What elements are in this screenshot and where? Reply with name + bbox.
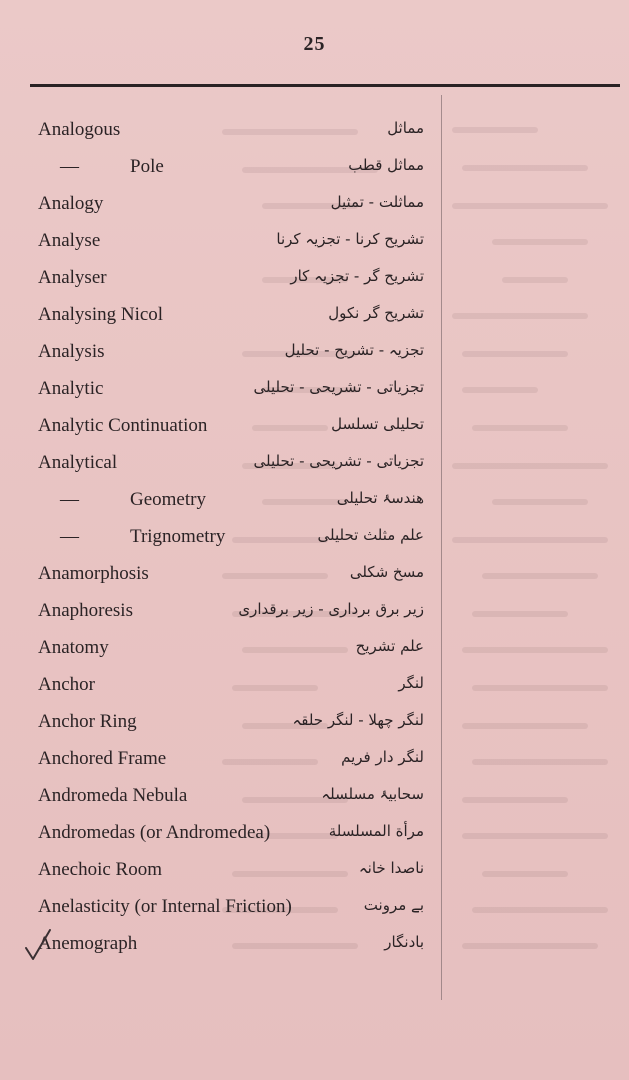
urdu-term: لنگر دار فریم <box>341 748 424 766</box>
urdu-term: علم تشریح <box>355 637 424 655</box>
urdu-term: لنگر چھلا - لنگر حلقہ <box>292 711 424 729</box>
urdu-term: ھندسۂ تحلیلی <box>336 489 424 507</box>
english-term: Analyser <box>38 267 107 288</box>
urdu-term: بادنگار <box>384 933 424 951</box>
entry-row <box>0 631 629 668</box>
entry-row <box>0 742 629 779</box>
subterm-label: Pole <box>130 156 164 177</box>
english-term: Anemograph <box>38 933 138 954</box>
entry-row <box>0 446 629 483</box>
english-term: Analytical <box>38 452 118 473</box>
entry-row <box>0 335 629 372</box>
repeat-dash: — <box>60 156 79 177</box>
page-number: 25 <box>303 33 326 55</box>
entry-row <box>0 779 629 816</box>
english-term: Anchor Ring <box>38 711 137 732</box>
urdu-term: تشریح گر نکول <box>328 304 424 322</box>
subterm-label: Geometry <box>130 489 206 510</box>
entry-row <box>0 298 629 335</box>
english-term: Analyse <box>38 230 101 251</box>
english-term: Anechoic Room <box>38 859 163 880</box>
entry-row <box>0 372 629 409</box>
entry-row <box>0 113 629 150</box>
entry-row <box>0 557 629 594</box>
english-term: Analogy <box>38 193 104 214</box>
entry-row <box>0 705 629 742</box>
english-term: Anamorphosis <box>38 563 149 584</box>
urdu-term: مماثل <box>387 119 424 137</box>
english-term: Analogous <box>38 119 121 140</box>
entry-row <box>0 668 629 705</box>
urdu-term: مماثل قطب <box>348 156 424 174</box>
header-rule <box>30 84 620 87</box>
entry-row <box>0 409 629 446</box>
entry-row <box>0 594 629 631</box>
urdu-term: ناصدا خانہ <box>358 859 424 877</box>
entry-row <box>0 261 629 298</box>
repeat-dash: — <box>60 489 79 510</box>
english-term: Andromeda Nebula <box>38 785 188 806</box>
urdu-term: زیر برق برداری - زیر برقداری <box>238 600 424 618</box>
english-term: Andromedas (or Andromedea) <box>38 822 271 843</box>
urdu-term: تشریح گر - تجزیہ کار <box>290 267 424 285</box>
urdu-term: تجزیاتی - تشریحی - تحلیلی <box>253 378 424 396</box>
english-term: Analytic <box>38 378 104 399</box>
entry-row <box>0 816 629 853</box>
urdu-term: لنگر <box>398 674 424 692</box>
urdu-term: مرأة المسلسلة <box>328 822 424 840</box>
urdu-term: بے مرونت <box>363 896 424 914</box>
english-term: Analysis <box>38 341 105 362</box>
entry-row <box>0 890 629 927</box>
english-term: Anchor <box>38 674 95 695</box>
entry-row <box>0 483 629 520</box>
urdu-term: تحلیلی تسلسل <box>331 415 424 433</box>
entry-row <box>0 150 629 187</box>
subterm-label: Trignometry <box>130 526 226 547</box>
entry-row <box>0 187 629 224</box>
urdu-term: تجزیاتی - تشریحی - تحلیلی <box>253 452 424 470</box>
english-term: Anaphoresis <box>38 600 133 621</box>
english-term: Analytic Continuation <box>38 415 208 436</box>
repeat-dash: — <box>60 526 79 547</box>
entry-list <box>0 113 629 964</box>
entry-row <box>0 853 629 890</box>
urdu-term: تشریح کرنا - تجزیہ کرنا <box>276 230 424 248</box>
urdu-term: علم مثلث تحلیلی <box>317 526 424 544</box>
english-term: Anchored Frame <box>38 748 167 769</box>
entry-row <box>0 927 629 964</box>
english-term: Anatomy <box>38 637 109 658</box>
entry-row <box>0 224 629 261</box>
english-term: Anelasticity (or Internal Friction) <box>38 896 292 917</box>
urdu-term: تجزیہ - تشریح - تحلیل <box>284 341 424 359</box>
urdu-term: سحابیۂ مسلسلہ <box>321 785 424 803</box>
checkmark-icon <box>24 928 52 962</box>
english-term: Analysing Nicol <box>38 304 164 325</box>
urdu-term: مسخ شکلی <box>349 563 424 581</box>
urdu-term: مماثلت - تمثیل <box>330 193 424 211</box>
entry-row <box>0 520 629 557</box>
